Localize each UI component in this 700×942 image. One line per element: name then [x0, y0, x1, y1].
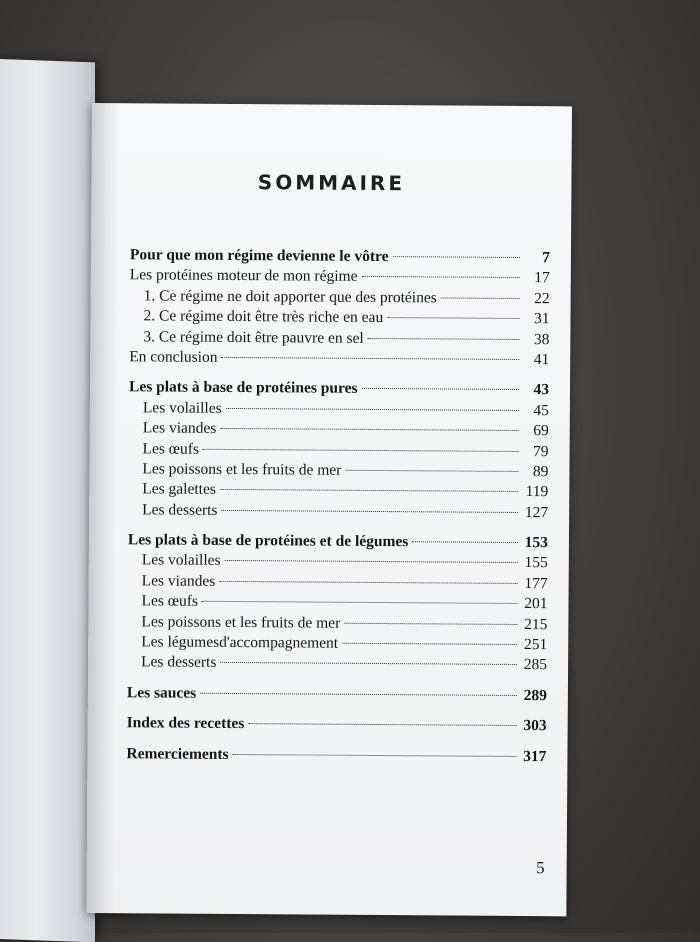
toc-entry — [129, 439, 549, 462]
toc-entry-page: 45 — [533, 401, 549, 419]
toc-leader-dots — [202, 601, 518, 604]
toc-leader-dots — [219, 581, 517, 584]
toc-entry — [130, 286, 550, 309]
toc-entry-label: En conclusion — [129, 348, 218, 366]
toc-entry-page: 38 — [533, 330, 550, 348]
toc-entry-label: Les galettes — [142, 480, 216, 499]
toc-entry — [129, 306, 549, 329]
table-of-contents — [126, 245, 550, 767]
toc-leader-dots — [203, 448, 519, 451]
toc-entry-label: Les viandes — [142, 419, 217, 438]
toc-entry-label: Pour que mon régime devienne le vôtre — [129, 246, 389, 266]
toc-entry — [128, 500, 548, 523]
toc-leader-dots — [412, 541, 518, 543]
toc-leader-dots — [220, 662, 517, 665]
toc-leader-dots — [344, 622, 517, 624]
toc-entry-page: 285 — [523, 656, 548, 674]
toc-entry-label: Les desserts — [141, 653, 217, 672]
toc-leader-dots — [225, 560, 518, 563]
toc-entry — [130, 266, 550, 289]
toc-leader-dots — [226, 408, 519, 411]
toc-leader-dots — [220, 428, 518, 431]
toc-entry-label: Les poissons et les fruits de mer — [142, 460, 342, 479]
facing-page-edge — [0, 58, 95, 942]
toc-entry-page: 289 — [523, 686, 547, 705]
toc-entry-page: 31 — [533, 310, 550, 328]
toc-leader-dots — [393, 256, 520, 258]
toc-entry-label: Remerciements — [126, 744, 229, 763]
toc-leader-dots — [220, 489, 518, 492]
toc-entry-label: Les volailles — [141, 551, 221, 570]
toc-entry — [129, 418, 549, 441]
toc-entry — [127, 592, 547, 615]
toc-entry — [128, 459, 548, 482]
toc-entry-page: 251 — [523, 636, 548, 654]
toc-entry — [127, 653, 547, 676]
page-title: SOMMAIRE — [257, 170, 406, 196]
toc-entry-page: 215 — [524, 615, 548, 633]
toc-entry — [126, 744, 546, 767]
toc-entry-page: 153 — [524, 534, 549, 552]
toc-entry-page: 119 — [525, 483, 549, 501]
toc-entry — [127, 683, 547, 706]
toc-entry-page: 127 — [524, 503, 549, 521]
toc-leader-dots — [368, 337, 520, 339]
toc-entry-label: 1. Ce régime ne doit apporter que des protéines — [143, 287, 437, 307]
toc-leader-dots — [345, 470, 518, 472]
toc-leader-dots — [387, 317, 519, 319]
toc-entry-page: 303 — [523, 717, 547, 735]
book-page — [86, 103, 572, 916]
toc-entry — [127, 612, 547, 635]
toc-leader-dots — [248, 723, 516, 726]
toc-entry-label: Les plats à base de protéines pures — [128, 378, 358, 398]
toc-entry-page: 7 — [542, 249, 550, 267]
toc-leader-dots — [233, 754, 517, 757]
toc-entry-label: Les œufs — [142, 439, 200, 458]
page-number: 5 — [536, 858, 545, 878]
toc-entry-page: 89 — [532, 462, 549, 481]
toc-leader-dots — [441, 297, 520, 299]
toc-entry — [128, 480, 548, 503]
toc-entry — [130, 245, 550, 268]
toc-entry-page: 41 — [533, 351, 550, 369]
toc-entry-page: 22 — [534, 289, 550, 307]
toc-leader-dots — [221, 357, 519, 360]
toc-entry-page: 317 — [523, 747, 547, 765]
toc-entry-label: Les sauces — [126, 684, 197, 702]
toc-entry-page: 79 — [533, 442, 549, 460]
toc-entry-page: 155 — [524, 554, 548, 572]
toc-entry — [129, 327, 549, 350]
toc-entry-label: Les viandes — [141, 572, 216, 590]
toc-entry-label: Index des recettes — [126, 714, 245, 733]
toc-leader-dots — [200, 693, 517, 696]
toc-entry — [129, 347, 549, 370]
toc-entry — [128, 551, 548, 574]
toc-leader-dots — [361, 276, 519, 278]
toc-entry-page: 69 — [533, 422, 549, 440]
toc-entry-label: Les plats à base de protéines et de légumes — [127, 531, 409, 551]
toc-entry-page: 17 — [534, 269, 550, 287]
toc-entry — [127, 713, 547, 736]
toc-entry-page: 177 — [524, 574, 548, 593]
toc-entry-label: 3. Ce régime doit être pauvre en sel — [143, 327, 364, 347]
toc-entry-label: 2. Ce régime doit être très riche en eau — [143, 307, 384, 327]
toc-entry — [128, 571, 548, 594]
toc-leader-dots — [221, 510, 518, 513]
toc-entry — [129, 378, 549, 401]
toc-entry-label: Les œufs — [141, 592, 198, 611]
toc-entry — [127, 632, 547, 655]
toc-entry-label: Les légumesd'accompagnement — [141, 633, 339, 652]
toc-entry — [129, 398, 549, 421]
toc-entry — [128, 530, 548, 553]
toc-entry-label: Les protéines moteur de mon régime — [129, 266, 358, 286]
toc-entry-label: Les desserts — [142, 501, 218, 519]
toc-entry-label: Les poissons et les fruits de mer — [141, 612, 341, 632]
toc-leader-dots — [362, 388, 519, 390]
toc-entry-page: 43 — [533, 381, 550, 399]
toc-leader-dots — [342, 643, 517, 645]
toc-entry-page: 201 — [524, 595, 548, 613]
toc-entry-label: Les volailles — [142, 399, 222, 417]
